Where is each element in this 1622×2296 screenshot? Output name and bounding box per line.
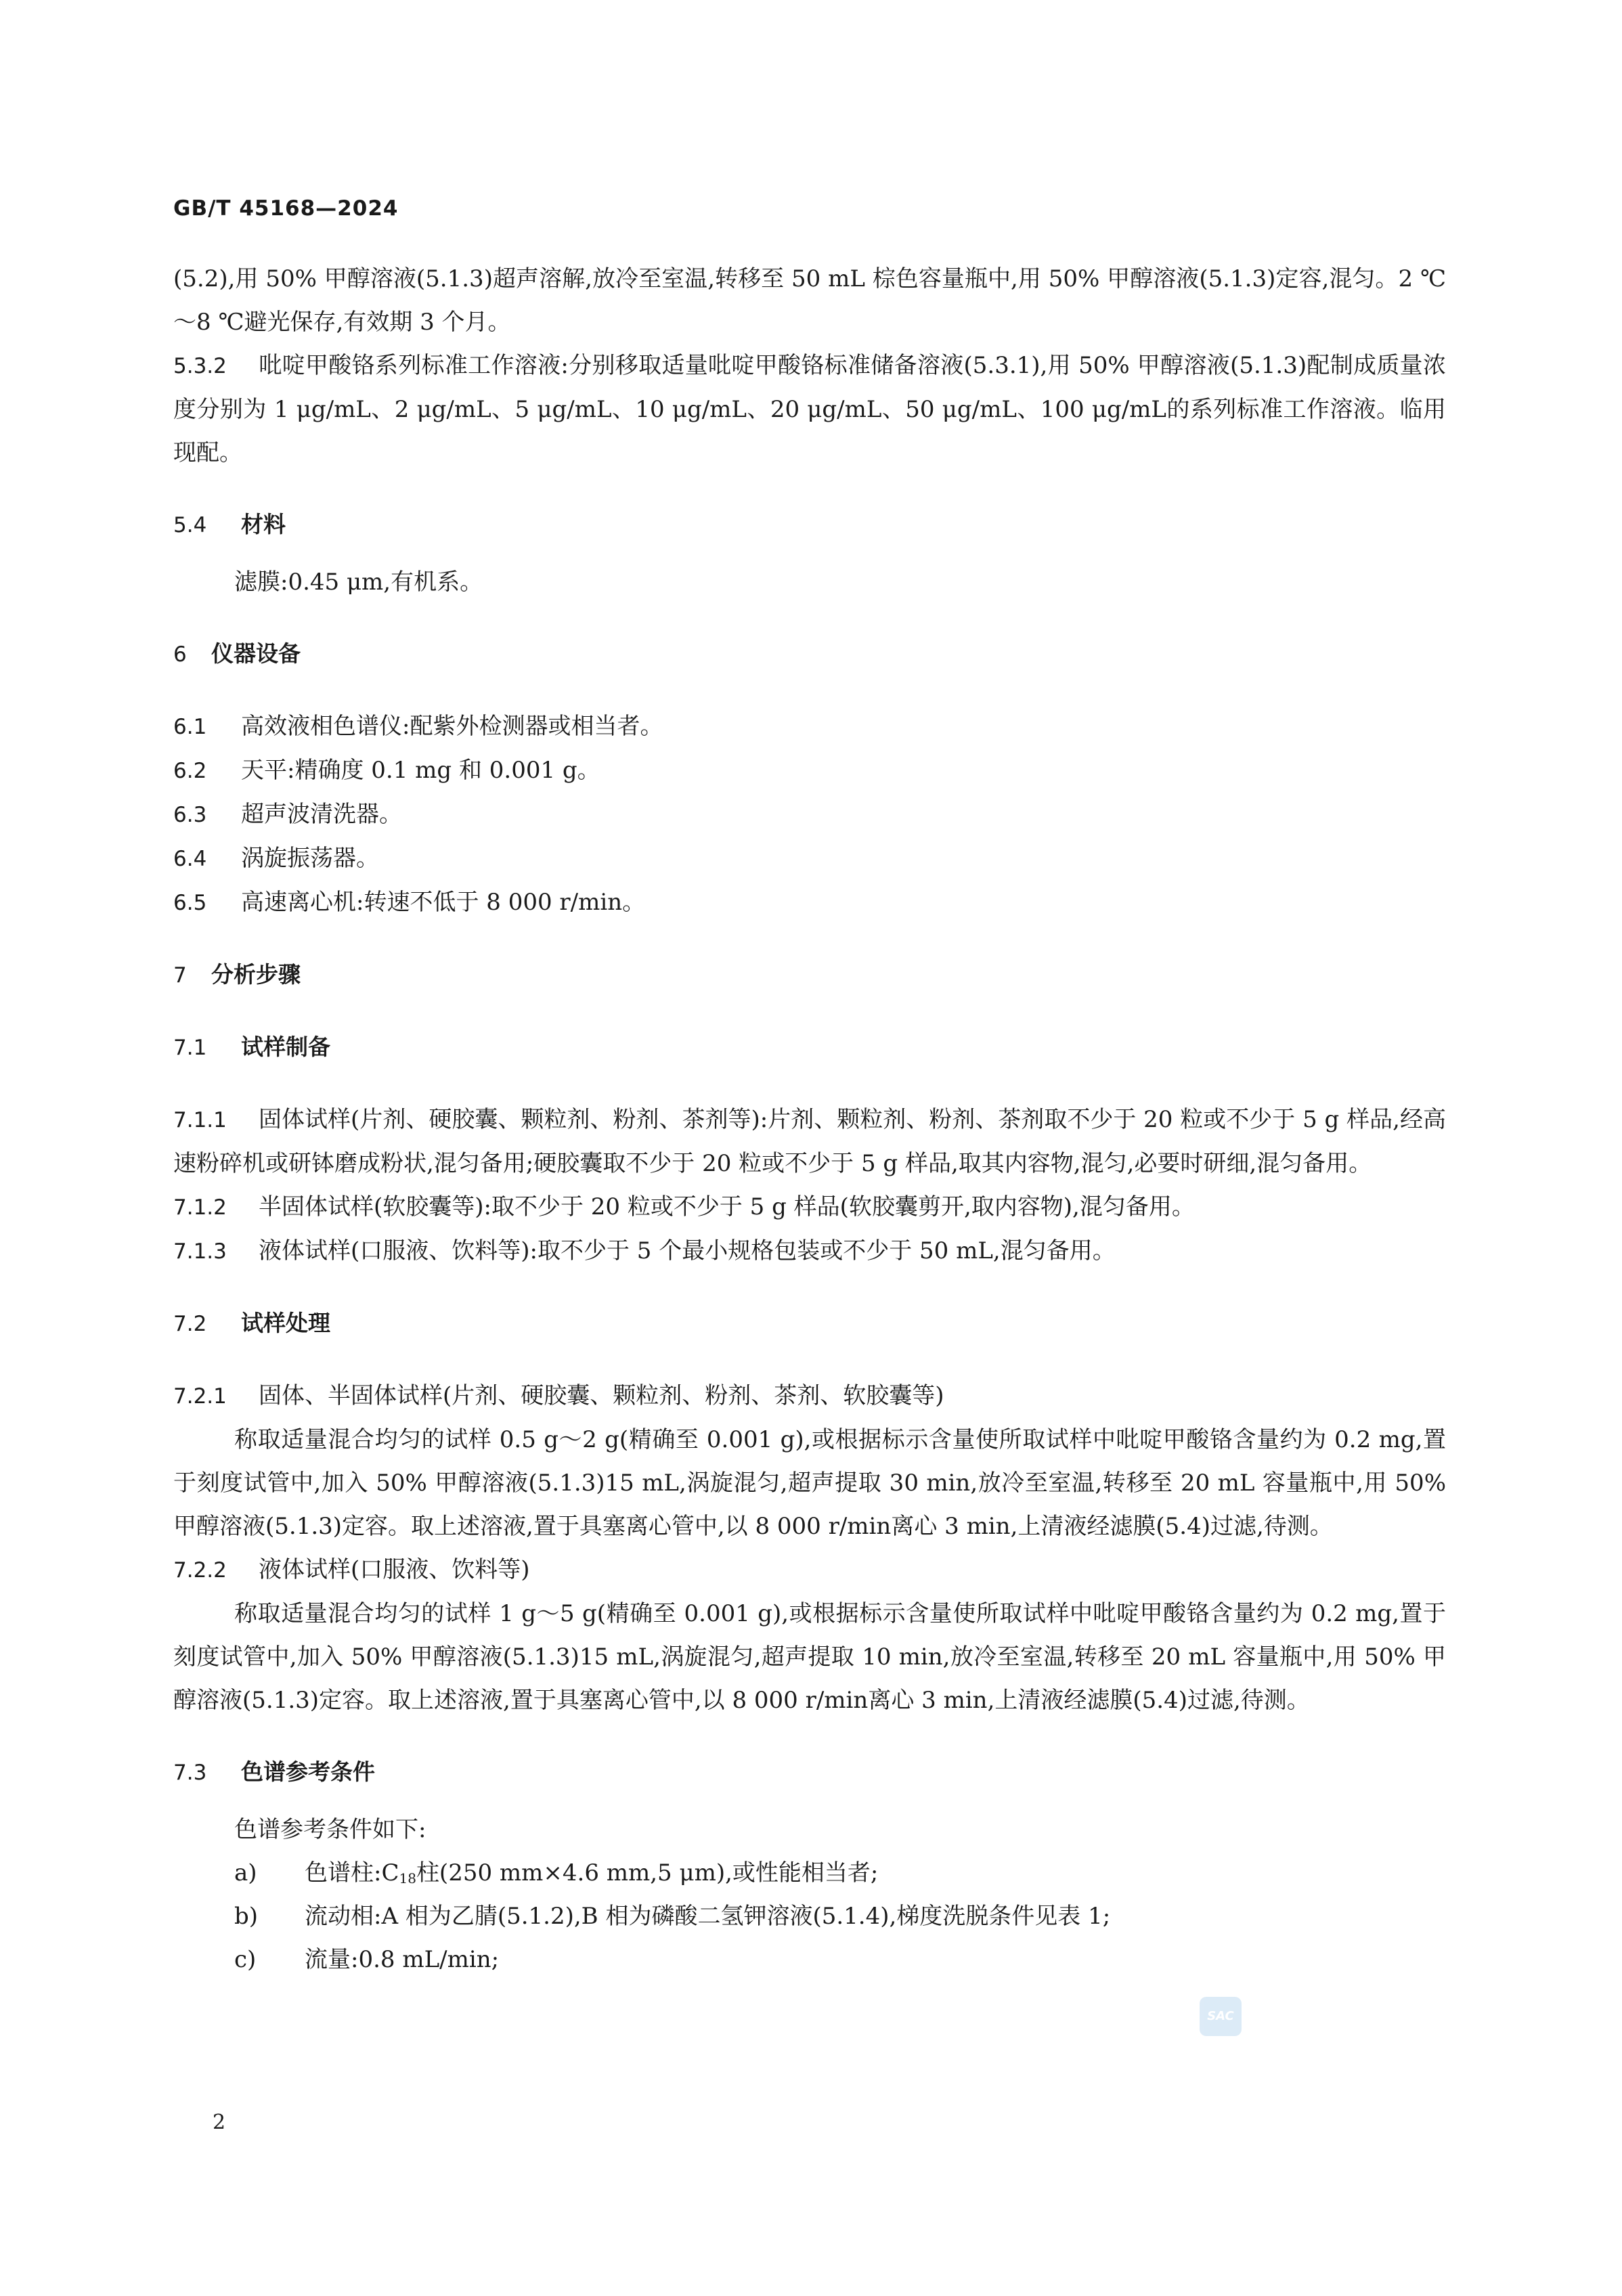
clause-number: 5.3.2 <box>173 354 227 378</box>
list-label: b) <box>234 1903 259 1930</box>
clause-text: 高效液相色谱仪:配紫外检测器或相当者。 <box>241 713 663 740</box>
clause-number: 7.1.2 <box>173 1195 227 1220</box>
document-body <box>173 257 1446 1981</box>
section-title: 试样制备 <box>241 1034 330 1060</box>
list-text: 流动相:A 相为乙腈(5.1.2),B 相为磷酸二氢钾溶液(5.1.4),梯度洗脱条件见表 1; <box>305 1903 1111 1930</box>
section-title: 试样处理 <box>241 1310 330 1336</box>
section-heading-7-1 <box>173 1025 1446 1069</box>
clause-7-1-2 <box>173 1185 1446 1229</box>
list-text-pre: 色谱柱:C <box>305 1859 399 1886</box>
section-title: 色谱参考条件 <box>241 1759 375 1785</box>
paragraph-conditions-intro: 色谱参考条件如下: <box>234 1816 426 1843</box>
list-label: c) <box>234 1946 257 1973</box>
clause-number: 6.1 <box>173 715 207 739</box>
clause-7-1-3 <box>173 1229 1446 1273</box>
list-item-c <box>173 1938 1446 1981</box>
clause-7-1-1 <box>173 1098 1446 1185</box>
clause-text: 半固体试样(软胶囊等):取不少于 20 粒或不少于 5 g 样品(软胶囊剪开,取内容物),混匀备用。 <box>259 1193 1195 1220</box>
clause-number: 6.5 <box>173 891 207 915</box>
paragraph-solid-sample-procedure: 称取适量混合均匀的试样 0.5 g～2 g(精确至 0.001 g),或根据标示含量使所取试样中吡啶甲酸铬含量约为 0.2 mg,置于刻度试管中,加入 50% 甲醇溶液(5.1.3)15 mL,涡旋混匀,超声提取 30 min,放冷至室温,转移至 20 mL 容量瓶中,用 50% 甲醇溶液(5.1.3)定容。取上述溶液,置于具塞离心管中,以 8 000 r/min离心 3 min,上清液经滤膜(5.4)过滤,待测。 <box>173 1426 1446 1540</box>
clause-text: 液体试样(口服液、饮料等):取不少于 5 个最小规格包装或不少于 50 mL,混匀备用。 <box>259 1237 1116 1264</box>
list-text: 流量:0.8 mL/min; <box>305 1946 500 1973</box>
clause-text: 液体试样(口服液、饮料等) <box>259 1556 530 1583</box>
section-number: 7.1 <box>173 1036 207 1060</box>
section-number: 5.4 <box>173 513 207 537</box>
clause-number: 7.2.2 <box>173 1558 227 1583</box>
section-number: 7.3 <box>173 1761 207 1785</box>
clause-6-2 <box>173 749 1446 793</box>
clause-7-2-2 <box>173 1548 1446 1592</box>
clause-text: 超声波清洗器。 <box>241 801 402 828</box>
chapter-number: 7 <box>173 963 187 988</box>
paragraph-filter-membrane: 滤膜:0.45 μm,有机系。 <box>234 569 483 596</box>
section-heading-7-2 <box>173 1302 1446 1346</box>
clause-6-3 <box>173 793 1446 837</box>
standard-number: GB/T 45168—2024 <box>173 196 399 221</box>
clause-text: 天平:精确度 0.1 mg 和 0.001 g。 <box>241 757 600 784</box>
chapter-heading-7 <box>173 953 1446 997</box>
clause-6-5 <box>173 881 1446 925</box>
list-item-a <box>173 1851 1446 1895</box>
clause-number: 7.2.1 <box>173 1384 227 1409</box>
clause-text: 涡旋振荡器。 <box>241 845 379 872</box>
section-number: 7.2 <box>173 1312 207 1336</box>
clause-number: 7.1.1 <box>173 1108 227 1132</box>
list-item-b <box>173 1895 1446 1938</box>
clause-number: 6.3 <box>173 803 207 827</box>
section-title: 材料 <box>241 511 286 537</box>
page-number: 2 <box>213 2111 226 2134</box>
clause-text: 吡啶甲酸铬系列标准工作溶液:分别移取适量吡啶甲酸铬标准储备溶液(5.3.1),用 50% 甲醇溶液(5.1.3)配制成质量浓度分别为 1 μg/mL、2 μg/mL、5 μg/mL、10 μg/mL、20 μg/mL、50 μg/mL、100 μg/mL的系列标准工作溶液。临用现配。 <box>173 352 1446 466</box>
clause-5-3-2 <box>173 344 1446 474</box>
clause-text: 固体试样(片剂、硬胶囊、颗粒剂、粉剂、茶剂等):片剂、颗粒剂、粉剂、茶剂取不少于 20 粒或不少于 5 g 样品,经高速粉碎机或研钵磨成粉状,混匀备用;硬胶囊取不少于 20 粒或不少于 5 g 样品,取其内容物,混匀,必要时研细,混匀备用。 <box>173 1106 1446 1177</box>
paragraph-liquid-sample-procedure: 称取适量混合均匀的试样 1 g～5 g(精确至 0.001 g),或根据标示含量使所取试样中吡啶甲酸铬含量约为 0.2 mg,置于刻度试管中,加入 50% 甲醇溶液(5.1.3)15 mL,涡旋混匀,超声提取 10 min,放冷至室温,转移至 20 mL 容量瓶中,用 50% 甲醇溶液(5.1.3)定容。取上述溶液,置于具塞离心管中,以 8 000 r/min离心 3 min,上清液经滤膜(5.4)过滤,待测。 <box>173 1600 1446 1714</box>
clause-text: 固体、半固体试样(片剂、硬胶囊、颗粒剂、粉剂、茶剂、软胶囊等) <box>259 1382 944 1409</box>
chapter-title: 分析步骤 <box>211 961 301 988</box>
list-text-post: 柱(250 mm×4.6 mm,5 μm),或性能相当者; <box>416 1859 879 1886</box>
clause-number: 7.1.3 <box>173 1239 227 1264</box>
clause-6-1 <box>173 705 1446 749</box>
continued-paragraph: (5.2),用 50% 甲醇溶液(5.1.3)超声溶解,放冷至室温,转移至 50 mL 棕色容量瓶中,用 50% 甲醇溶液(5.1.3)定容,混匀。2 ℃～8 ℃避光保存,有效期 3 个月。 <box>173 265 1446 336</box>
sac-watermark: SAC <box>1200 1997 1242 2036</box>
section-heading-5-4 <box>173 503 1446 547</box>
clause-6-4 <box>173 837 1446 881</box>
subscript-18: 18 <box>399 1870 416 1886</box>
clause-number: 6.2 <box>173 759 207 783</box>
chapter-title: 仪器设备 <box>211 640 301 667</box>
section-heading-7-3 <box>173 1750 1446 1794</box>
chapter-heading-6 <box>173 632 1446 676</box>
clause-7-2-1 <box>173 1374 1446 1418</box>
chapter-number: 6 <box>173 642 187 667</box>
clause-text: 高速离心机:转速不低于 8 000 r/min。 <box>241 889 646 916</box>
clause-number: 6.4 <box>173 847 207 871</box>
list-label: a) <box>234 1859 257 1886</box>
